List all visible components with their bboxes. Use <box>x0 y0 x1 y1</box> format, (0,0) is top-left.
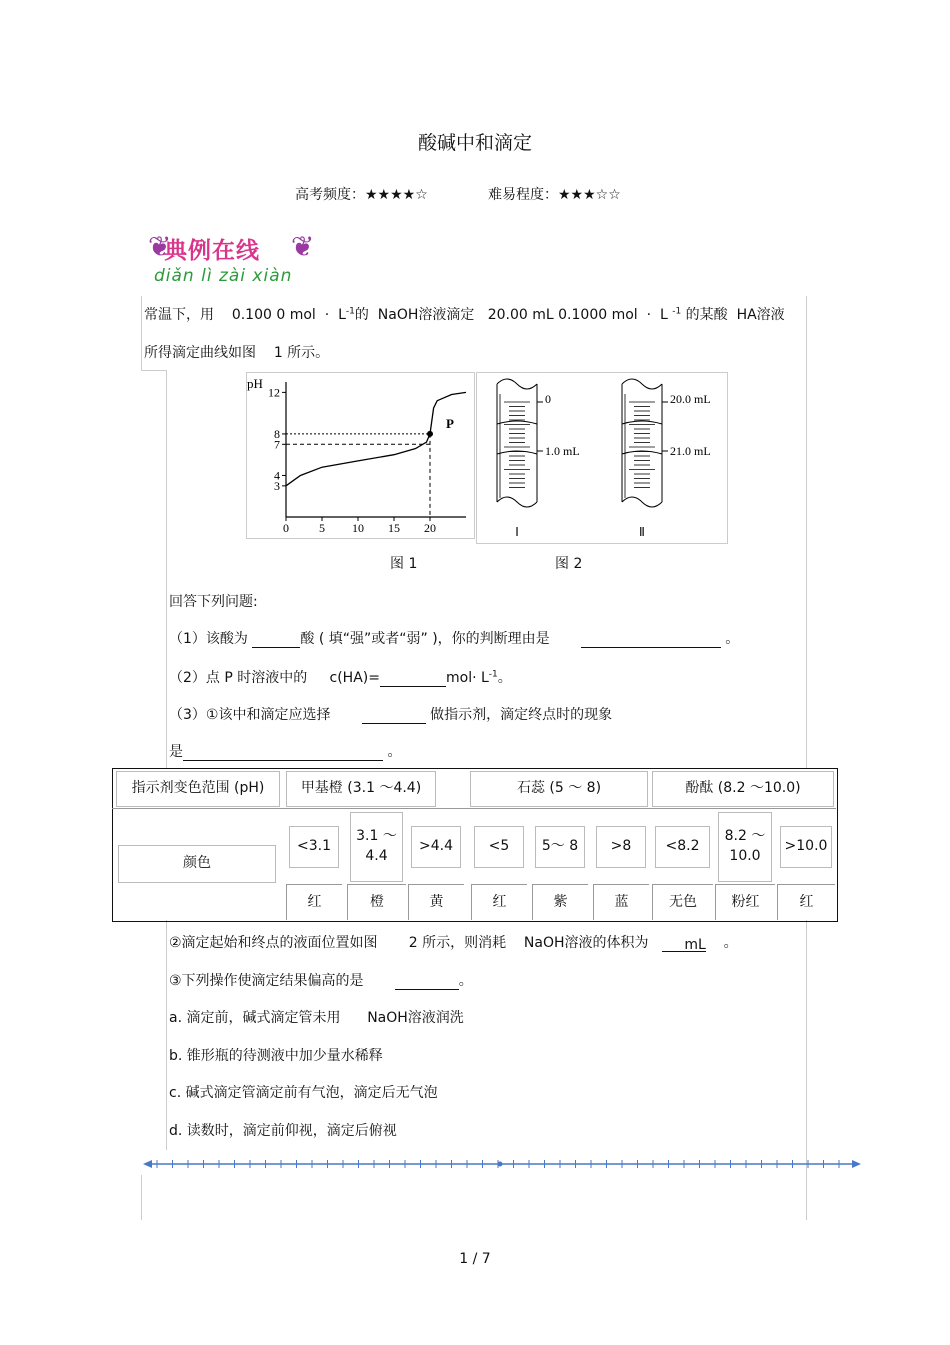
question-3-2: ②滴定起始和终点的液面位置如图 2 所示，则消耗 NaOH溶液的体积为 mL 。 <box>169 935 738 953</box>
table-range-cell: <3.1 <box>289 826 339 868</box>
table-color-cell: 黄 <box>408 884 464 920</box>
answer-blank-1b[interactable] <box>581 633 721 648</box>
figure1-border <box>247 373 475 539</box>
questions-prompt: 回答下列问题: <box>169 594 258 610</box>
table-range-cell: <5 <box>474 826 524 868</box>
option-b: b. 锥形瓶的待测液中加少量水稀释 <box>169 1048 383 1064</box>
frame-left-lower <box>166 920 167 1150</box>
table-header-methyl-orange: 甲基橙 (3.1 ～4.4) <box>286 771 436 807</box>
table-header-phenolphthalein: 酚酞 (8.2 ～10.0) <box>652 771 834 807</box>
figure1-caption: 图 1 <box>390 556 418 572</box>
intro-line-2: 所得滴定曲线如图 1 所示。 <box>144 345 330 361</box>
answer-blank-3b[interactable] <box>183 746 383 761</box>
page-number: 1 / 7 <box>459 1251 491 1267</box>
y-tick-label: 3 <box>274 478 280 493</box>
table-color-cell: 红 <box>286 884 342 920</box>
option-c: c. 碱式滴定管滴定前有气泡，滴定后无气泡 <box>169 1085 438 1101</box>
burette-1-top-reading: 0 <box>545 392 551 406</box>
answer-blank-1a[interactable] <box>252 633 300 648</box>
frame-left-mid <box>166 370 167 768</box>
burette-1-label: Ⅰ <box>515 525 519 539</box>
answer-blank-2[interactable] <box>380 672 446 687</box>
table-rule <box>112 808 836 809</box>
table-color-cell: 无色 <box>652 884 713 920</box>
table-range-cell: <8.2 <box>655 826 710 868</box>
table-range-cell: 5～ 8 <box>535 826 585 868</box>
logo-flourish-left: ❦ <box>148 230 172 263</box>
table-range-cell: 3.1 ～ 4.4 <box>350 812 403 882</box>
question-3-cont: 是 。 <box>169 744 402 760</box>
option-a: a. 滴定前，碱式滴定管未用 NaOH溶液润洗 <box>169 1010 464 1026</box>
question-2: （2）点 P 时溶液中的 $c(HA)= mol\cdot L^{-1}$。 <box>169 669 512 686</box>
frame-left-upper <box>141 296 142 371</box>
burette-2-top-reading: 20.0 mL <box>670 392 711 406</box>
question-3: （3）①该中和滴定应选择 做指示剂，滴定终点时的现象 <box>169 707 613 723</box>
intro-line-1: 常温下，用 0.100 0 mol · $L^{-1}$的 NaOH溶液滴定 20.00 mL 0.1000 mol · L $^{-1}$ 的某酸 HA溶液 <box>144 306 785 323</box>
table-header-range: 指示剂变色范围 (pH) <box>116 771 280 807</box>
y-tick-label: 4 <box>274 468 280 483</box>
point-p-marker <box>427 431 433 437</box>
ruler-arrow-left <box>143 1160 152 1168</box>
x-tick-label: 20 <box>424 521 436 535</box>
frame-left-bottom <box>141 1175 142 1220</box>
table-header-litmus: 石蕊 (5 ～ 8) <box>470 771 648 807</box>
answer-blank-3c[interactable]: mL <box>662 937 706 952</box>
table-color-cell: 红 <box>777 884 835 920</box>
x-tick-label: 15 <box>388 521 400 535</box>
point-p-label: P <box>446 415 454 431</box>
logo-flourish-right: ❦ <box>291 230 315 263</box>
x-tick-label: 5 <box>319 521 325 535</box>
burette-1-bottom-reading: 1.0 mL <box>545 444 580 458</box>
table-range-cell: 8.2 ～ 10.0 <box>718 812 772 882</box>
table-range-cell: >8 <box>596 826 646 868</box>
logo-pinyin: diǎn lì zài xiàn <box>154 266 293 286</box>
y-tick-label: 8 <box>274 426 280 441</box>
table-row-label: 颜色 <box>118 845 276 883</box>
answer-blank-3a[interactable] <box>362 709 426 724</box>
y-tick-label: 7 <box>274 437 280 452</box>
frame-right <box>806 296 807 768</box>
table-range-cell: >4.4 <box>411 826 461 868</box>
table-color-cell: 紫 <box>532 884 588 920</box>
table-range-cell: >10.0 <box>780 826 832 868</box>
burette-figure <box>476 372 728 544</box>
frame-notch <box>141 370 166 371</box>
option-d: d. 读数时，滴定前仰视，滴定后俯视 <box>169 1123 397 1139</box>
figure2-caption: 图 2 <box>555 556 583 572</box>
burette-2-label: Ⅱ <box>639 525 645 539</box>
y-tick-label: 12 <box>268 385 280 400</box>
frequency-rating: 高考频度：★★★★☆ <box>295 187 428 203</box>
logo-title: 典例在线 <box>164 238 260 264</box>
table-color-cell: 蓝 <box>593 884 649 920</box>
ruler-center-dot <box>498 1162 503 1167</box>
y-axis-label: pH <box>247 376 263 391</box>
burette-2-bottom-reading: 21.0 mL <box>670 444 711 458</box>
table-color-cell: 红 <box>471 884 527 920</box>
divider-ruler <box>143 1155 863 1173</box>
table-color-cell: 橙 <box>347 884 406 920</box>
titration-curve-figure <box>246 372 476 540</box>
table-color-cell: 粉红 <box>715 884 775 920</box>
ruler-arrow-right <box>852 1160 861 1168</box>
question-3-3: ③下列操作使滴定结果偏高的是 。 <box>169 973 473 989</box>
answer-blank-3d[interactable] <box>395 975 459 990</box>
x-tick-label: 0 <box>283 521 289 535</box>
difficulty-rating: 难易程度：★★★☆☆ <box>488 187 621 203</box>
question-1: （1）该酸为 酸 ( 填“强”或者“弱” )，你的判断理由是 。 <box>169 631 740 647</box>
section-logo <box>146 230 315 288</box>
page-title: 酸碱中和滴定 <box>417 132 532 154</box>
frame-right-lower <box>806 920 807 1220</box>
x-tick-label: 10 <box>352 521 364 535</box>
